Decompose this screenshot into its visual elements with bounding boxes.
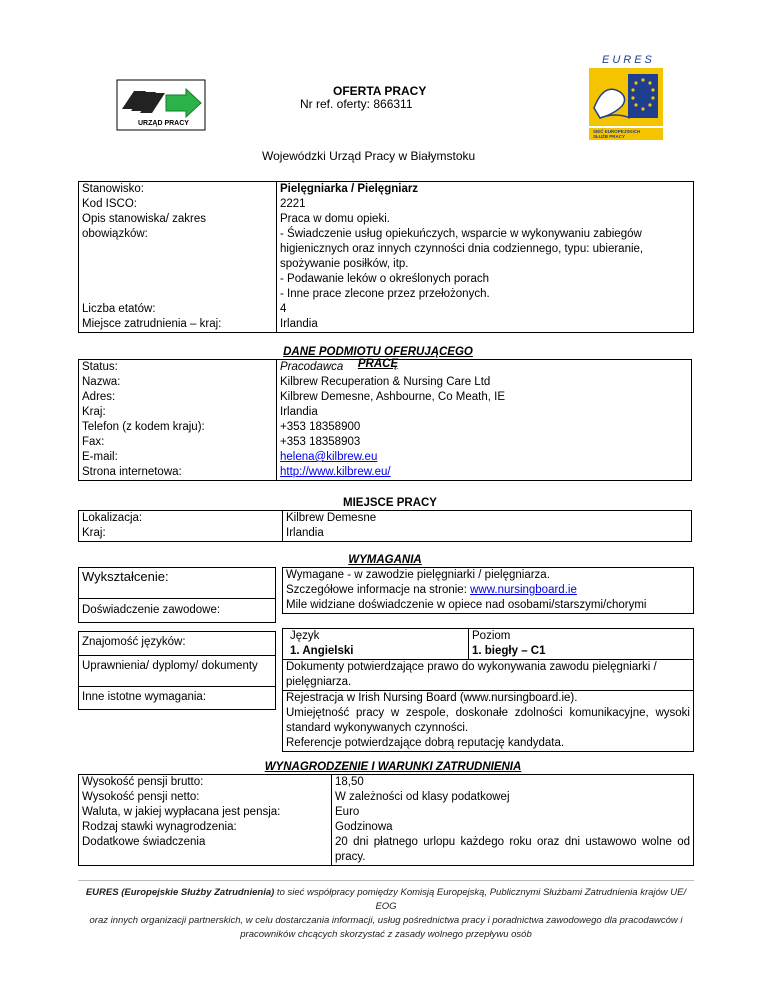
employer-labels-cell [79, 360, 277, 481]
position-title: Pielęgniarka / Pielęgniarz [280, 183, 419, 195]
education-value: Wymagane - w zawodzie pielęgniarki / pielęgniarza. [286, 569, 550, 581]
position-labels-cell [79, 182, 277, 333]
eures-sub-1: SIEĆ EUROPEJSKICH [593, 129, 641, 134]
label-licenses: Uprawnienia/ dyplomy/ dokumenty [82, 660, 258, 672]
lang-value: 1. Angielski [290, 645, 354, 657]
footer-bold: EURES (Europejskie Służby Zatrudnienia) [85, 887, 275, 898]
label-currency: Waluta, w jakiej wypłacana jest pensja: [82, 806, 281, 818]
label-opis: Opis stanowiska/ zakres obowiązków: [82, 213, 206, 240]
position-country: Irlandia [280, 318, 318, 330]
label-email: E-mail: [82, 451, 118, 463]
label-gross: Wysokość pensji brutto: [82, 776, 204, 788]
salary-currency: Euro [335, 806, 360, 818]
employer-website-link[interactable]: http://www.kilbrew.eu/ [280, 466, 391, 478]
footer-line-2: oraz innych organizacji partnerskich, w celu dostarczania informacji, usług pośrednictwa pracy i poradnictwa zawodowego dla pracodawców i [89, 915, 683, 926]
salary-net: W zależności od klasy podatkowej [335, 791, 510, 803]
other-line-1: Rejestracja w Irish Nursing Board (www.nursingboard.ie). [286, 692, 578, 704]
urzad-pracy-logo-text: URZĄD PRACY [138, 120, 189, 127]
details-line [286, 583, 690, 598]
label-rate: Rodzaj stawki wynagrodzenia: [82, 821, 237, 833]
place-location: Kilbrew Demesne [286, 512, 377, 524]
salary-benefits: 20 dni płatnego urlopu każdego roku oraz dni ustawowo wolne od pracy. [335, 836, 690, 863]
label-education: Wykształcenie: [82, 569, 169, 584]
eures-logo-text: EURES [602, 54, 655, 66]
employer-fax: +353 18358903 [280, 436, 361, 448]
lang-col-header: Język [290, 630, 320, 642]
details-prefix: Szczegółowe informacje na stronie: [286, 584, 471, 596]
label-net: Wysokość pensji netto: [82, 791, 200, 803]
salary-values-cell [332, 775, 694, 866]
place-country: Irlandia [286, 527, 324, 539]
label-liczba-etatow: Liczba etatów: [82, 303, 156, 315]
employer-country: Irlandia [280, 406, 318, 418]
other-value-cell [283, 691, 694, 752]
employer-status: Pracodawca [280, 361, 344, 373]
other-line-2: Umiejętność pracy w zespole, doskonałe zdolności komunikacyjne, wysoki standard wykonywanych czynności. [286, 707, 690, 734]
eures-logo [586, 52, 666, 144]
position-values-cell [277, 182, 694, 333]
ref-number: 866311 [373, 97, 413, 111]
lang-col-cell [283, 629, 469, 660]
salary-rate: Godzinowa [335, 821, 393, 833]
desc-line-2: - Świadczenie usług opiekuńczych, wsparcie w wykonywaniu zabiegów higienicznych oraz innych czynności dnia codziennego, typu: ubieranie, spożywanie posiłków, itp. [280, 228, 644, 270]
label-experience: Doświadczenie zawodowe: [82, 604, 221, 616]
label-fax: Fax: [82, 436, 105, 448]
label-www: Strona internetowa: [82, 466, 182, 478]
req-values [282, 567, 694, 614]
place-section-title: MIEJSCE PRACY [343, 497, 437, 509]
employer-table [78, 359, 692, 481]
level-col-cell [469, 629, 694, 660]
footer [78, 886, 694, 942]
employer-name: Kilbrew Recuperation & Nursing Care Ltd [280, 376, 491, 388]
other-line-3: Referencje potwierdzające dobrą reputację kandydata. [286, 737, 565, 749]
req-labels [78, 567, 276, 710]
label-adres: Adres: [82, 391, 116, 403]
employer-address: Kilbrew Demesne, Ashbourne, Co Meath, IE [280, 391, 506, 403]
position-table [78, 181, 694, 333]
offer-title: OFERTA PRACY [333, 84, 427, 98]
label-lokalizacja: Lokalizacja: [82, 512, 143, 524]
label-stanowisko: Stanowisko: [82, 183, 145, 195]
label-nazwa: Nazwa: [82, 376, 121, 388]
place-values-cell [283, 511, 692, 542]
eures-sub-2: SŁUŻB PRACY [593, 134, 626, 139]
footer-divider [78, 880, 694, 881]
label-status: Status: [82, 361, 118, 373]
licenses-value: Dokumenty potwierdzające prawo do wykonywania zawodu pielęgniarki / pielęgniarza. [286, 661, 657, 688]
employer-phone: +353 18358900 [280, 421, 361, 433]
salary-labels-cell [79, 775, 332, 866]
label-kraj: Kraj: [82, 406, 106, 418]
label-benefits: Dodatkowe świadczenia [82, 836, 206, 848]
employer-values-cell [277, 360, 692, 481]
languages-table [282, 628, 694, 752]
label-kod-isco: Kod ISCO: [82, 198, 137, 210]
level-col-header: Poziom [472, 630, 511, 642]
employer-email-link[interactable]: helena@kilbrew.eu [280, 451, 378, 463]
label-place-kraj: Kraj: [82, 527, 106, 539]
place-table [78, 510, 692, 542]
isco-code: 2221 [280, 198, 306, 210]
level-value: 1. biegły – C1 [472, 645, 546, 657]
salary-section-title: WYNAGRODZENIE I WARUNKI ZATRUDNIENIA [264, 761, 522, 773]
nursingboard-link[interactable]: www.nursingboard.ie [470, 584, 577, 596]
ref-line [300, 97, 413, 111]
urzad-pracy-logo [116, 79, 206, 131]
salary-table [78, 774, 694, 866]
desc-line-1: Praca w domu opieki. [280, 213, 390, 225]
label-languages: Znajomość języków: [82, 636, 186, 648]
office-name: Wojewódzki Urząd Pracy w Białymstoku [262, 149, 476, 163]
footer-line-1: to sieć współpracy pomiędzy Komisją Europejską, Publicznymi Służbami Zatrudnienia krajów UE/ EOG [274, 887, 687, 912]
salary-gross: 18,50 [335, 776, 364, 788]
ref-label: Nr ref. oferty: [300, 97, 371, 111]
label-telefon: Telefon (z kodem kraju): [82, 421, 205, 433]
label-other: Inne istotne wymagania: [82, 691, 207, 703]
desc-line-4: - Inne prace zlecone przez przełożonych. [280, 288, 490, 300]
place-labels-cell [79, 511, 283, 542]
requirements-section-title: WYMAGANIA [348, 554, 422, 566]
experience-value: Mile widziane doświadczenie w opiece nad osobami/starszymi/chorymi [286, 599, 647, 611]
position-count: 4 [280, 303, 287, 315]
licenses-value-cell [283, 660, 694, 691]
employer-section-title: DANE PODMIOTU OFERUJĄCEGO PRACĘ [283, 346, 473, 370]
label-miejsce: Miejsce zatrudnienia – kraj: [82, 318, 222, 330]
footer-line-3: pracowników chcących skorzystać z zasady wolnego przepływu osób [240, 929, 532, 940]
desc-line-3: - Podawanie leków o określonych porach [280, 273, 490, 285]
